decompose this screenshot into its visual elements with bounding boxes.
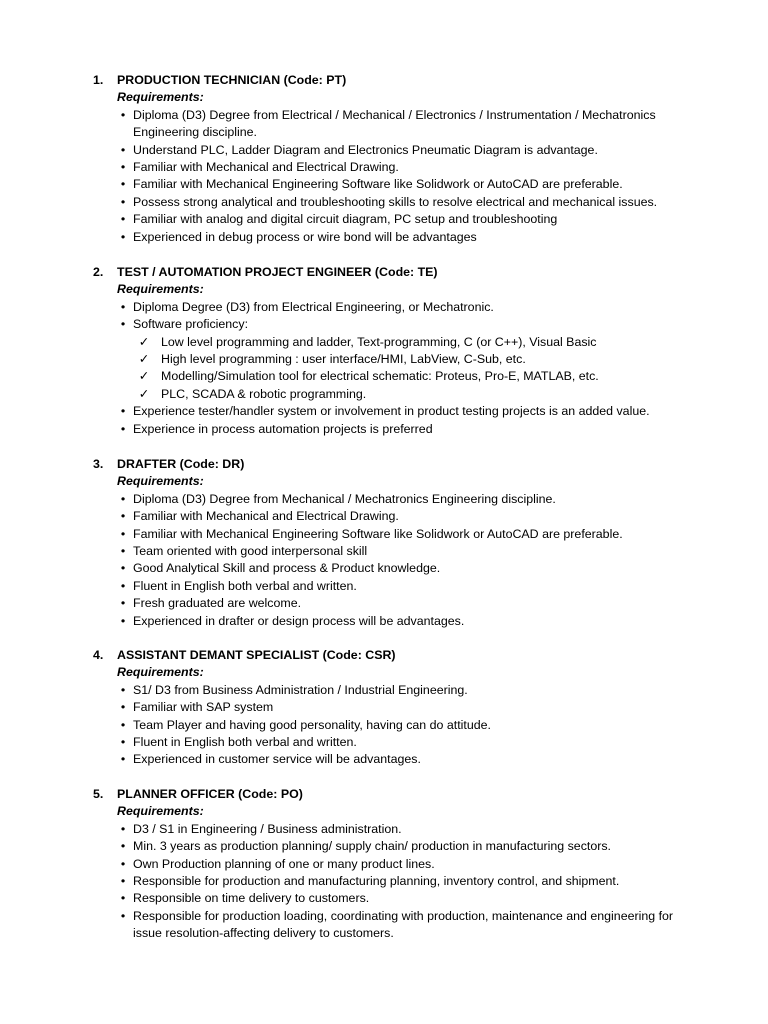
bullet-icon: • bbox=[120, 578, 126, 593]
checklist-item-text: High level programming : user interface/HMI, LabView, C-Sub, etc. bbox=[161, 351, 526, 366]
requirements-row bbox=[93, 281, 743, 298]
bullet-item-text: Familiar with SAP system bbox=[133, 700, 274, 715]
bullet-item-text: Diploma (D3) Degree from Mechanical / Mechatronics Engineering discipline. bbox=[133, 491, 556, 506]
bullet-item bbox=[93, 299, 743, 316]
bullet-icon: • bbox=[120, 821, 126, 836]
requirements-row bbox=[93, 89, 743, 106]
bullet-icon: • bbox=[120, 404, 126, 419]
bullet-icon: • bbox=[120, 317, 126, 332]
position-heading bbox=[93, 72, 743, 89]
bullet-item-text: Experience in process automation projects is preferred bbox=[133, 421, 433, 436]
bullet-icon: • bbox=[120, 891, 126, 906]
bullet-item-text: Diploma Degree (D3) from Electrical Engineering, or Mechatronic. bbox=[133, 299, 494, 314]
bullet-icon: • bbox=[120, 717, 126, 732]
checklist-item bbox=[93, 386, 743, 403]
bullet-item-text: D3 / S1 in Engineering / Business administration. bbox=[133, 821, 402, 836]
position-number: 4. bbox=[93, 648, 104, 662]
bullet-item bbox=[93, 682, 743, 699]
bullet-item bbox=[93, 613, 743, 630]
bullet-icon: • bbox=[120, 526, 126, 541]
position-section-2 bbox=[93, 264, 743, 438]
position-number: 5. bbox=[93, 787, 104, 801]
bullet-icon: • bbox=[120, 873, 126, 888]
bullet-item bbox=[93, 107, 743, 124]
bullet-item-text: Possess strong analytical and troubleshooting skills to resolve electrical and mechanical issues. bbox=[133, 194, 658, 209]
bullet-item bbox=[93, 699, 743, 716]
bullet-icon: • bbox=[120, 421, 126, 436]
position-title: PLANNER OFFICER (Code: PO) bbox=[117, 787, 303, 801]
bullet-item bbox=[93, 194, 743, 211]
bullet-item-text: Min. 3 years as production planning/ supply chain/ production in manufacturing sectors. bbox=[133, 839, 611, 854]
bullet-icon: • bbox=[120, 839, 126, 854]
bullet-item-text: Diploma (D3) Degree from Electrical / Mechanical / Electronics / Instrumentation / Mechatronics bbox=[133, 107, 656, 122]
bullet-item bbox=[93, 543, 743, 560]
bullet-icon: • bbox=[120, 491, 126, 506]
bullet-item-text: Experienced in debug process or wire bond will be advantages bbox=[133, 229, 477, 244]
bullet-icon: • bbox=[120, 177, 126, 192]
bullet-item bbox=[93, 316, 743, 333]
bullet-item-text: Understand PLC, Ladder Diagram and Electronics Pneumatic Diagram is advantage. bbox=[133, 142, 598, 157]
bullet-item bbox=[93, 838, 743, 855]
bullet-item-text: Fresh graduated are welcome. bbox=[133, 596, 302, 611]
bullet-item bbox=[93, 908, 743, 925]
bullet-item-text: Team oriented with good interpersonal skill bbox=[133, 543, 368, 558]
bullet-icon: • bbox=[120, 299, 126, 314]
bullet-item-text: Engineering discipline. bbox=[133, 125, 257, 140]
bullet-item-text: Fluent in English both verbal and written. bbox=[133, 578, 357, 593]
position-section-3 bbox=[93, 456, 743, 630]
checklist-item-text: Modelling/Simulation tool for electrical schematic: Proteus, Pro-E, MATLAB, etc. bbox=[161, 369, 599, 384]
bullet-item-text: Experienced in customer service will be advantages. bbox=[133, 752, 421, 767]
bullet-item bbox=[93, 595, 743, 612]
bullet-item-text: Familiar with Mechanical Engineering Software like Solidwork or AutoCAD are preferable. bbox=[133, 526, 623, 541]
bullet-item bbox=[93, 560, 743, 577]
bullet-item bbox=[93, 508, 743, 525]
bullet-item bbox=[93, 873, 743, 890]
bullet-item-continuation bbox=[93, 925, 743, 942]
bullet-item-text: Familiar with Mechanical and Electrical Drawing. bbox=[133, 159, 399, 174]
bullet-item-text: Good Analytical Skill and process & Product knowledge. bbox=[133, 561, 441, 576]
bullet-item-text: S1/ D3 from Business Administration / Industrial Engineering. bbox=[133, 682, 468, 697]
bullet-item bbox=[93, 821, 743, 838]
requirements-row bbox=[93, 473, 743, 490]
position-section-1 bbox=[93, 72, 743, 246]
bullet-icon: • bbox=[120, 212, 126, 227]
bullet-item bbox=[93, 578, 743, 595]
checkmark-icon: ✓ bbox=[138, 386, 150, 401]
position-number: 1. bbox=[93, 73, 104, 87]
bullet-item bbox=[93, 176, 743, 193]
bullet-icon: • bbox=[120, 596, 126, 611]
position-heading bbox=[93, 786, 743, 803]
bullet-item-text: Familiar with analog and digital circuit diagram, PC setup and troubleshooting bbox=[133, 212, 558, 227]
bullet-icon: • bbox=[120, 856, 126, 871]
position-heading bbox=[93, 264, 743, 281]
requirements-label: Requirements: bbox=[117, 282, 204, 297]
position-number: 3. bbox=[93, 457, 104, 471]
bullet-icon: • bbox=[120, 734, 126, 749]
position-title: PRODUCTION TECHNICIAN (Code: PT) bbox=[117, 73, 347, 87]
bullet-item-text: issue resolution-affecting delivery to customers. bbox=[133, 926, 394, 941]
bullet-item-text: Familiar with Mechanical Engineering Software like Solidwork or AutoCAD are preferable. bbox=[133, 177, 623, 192]
bullet-item bbox=[93, 421, 743, 438]
bullet-item bbox=[93, 890, 743, 907]
position-number: 2. bbox=[93, 265, 104, 279]
bullet-icon: • bbox=[120, 682, 126, 697]
requirements-label: Requirements: bbox=[117, 90, 204, 105]
bullet-icon: • bbox=[120, 752, 126, 767]
bullet-item bbox=[93, 159, 743, 176]
bullet-icon: • bbox=[120, 159, 126, 174]
bullet-item-text: Responsible for production loading, coordinating with production, maintenance and engineering for bbox=[133, 908, 674, 923]
bullet-item-text: Responsible on time delivery to customers. bbox=[133, 891, 370, 906]
requirements-label: Requirements: bbox=[117, 474, 204, 489]
bullet-item bbox=[93, 856, 743, 873]
position-section-4 bbox=[93, 647, 743, 769]
bullet-item-text: Familiar with Mechanical and Electrical Drawing. bbox=[133, 509, 399, 524]
position-title: ASSISTANT DEMANT SPECIALIST (Code: CSR) bbox=[117, 648, 396, 662]
bullet-item bbox=[93, 211, 743, 228]
checklist-item bbox=[93, 351, 743, 368]
requirements-row bbox=[93, 803, 743, 820]
bullet-icon: • bbox=[120, 509, 126, 524]
bullet-icon: • bbox=[120, 543, 126, 558]
bullet-icon: • bbox=[120, 700, 126, 715]
bullet-item-text: Experienced in drafter or design process will be advantages. bbox=[133, 613, 465, 628]
bullet-item bbox=[93, 526, 743, 543]
bullet-icon: • bbox=[120, 194, 126, 209]
bullet-item-text: Team Player and having good personality, having can do attitude. bbox=[133, 717, 491, 732]
bullet-item bbox=[93, 734, 743, 751]
bullet-item-text: Experience tester/handler system or involvement in product testing projects is an added value. bbox=[133, 404, 650, 419]
requirements-label: Requirements: bbox=[117, 665, 204, 680]
bullet-item bbox=[93, 491, 743, 508]
checkmark-icon: ✓ bbox=[138, 369, 150, 384]
bullet-item-text: Software proficiency: bbox=[133, 317, 249, 332]
bullet-icon: • bbox=[120, 613, 126, 628]
bullet-item bbox=[93, 717, 743, 734]
bullet-item bbox=[93, 751, 743, 768]
position-title: TEST / AUTOMATION PROJECT ENGINEER (Code: TE) bbox=[117, 265, 438, 279]
bullet-item bbox=[93, 142, 743, 159]
checklist-item bbox=[93, 368, 743, 385]
checklist-item bbox=[93, 334, 743, 351]
bullet-icon: • bbox=[120, 107, 126, 122]
position-section-5 bbox=[93, 786, 743, 943]
position-title: DRAFTER (Code: DR) bbox=[117, 457, 245, 471]
requirements-row bbox=[93, 664, 743, 681]
bullet-item-text: Responsible for production and manufacturing planning, inventory control, and shipment. bbox=[133, 873, 620, 888]
checkmark-icon: ✓ bbox=[138, 351, 150, 366]
bullet-item-text: Fluent in English both verbal and written. bbox=[133, 734, 357, 749]
bullet-item-text: Own Production planning of one or many product lines. bbox=[133, 856, 435, 871]
bullet-icon: • bbox=[120, 142, 126, 157]
position-heading bbox=[93, 456, 743, 473]
checkmark-icon: ✓ bbox=[138, 334, 150, 349]
position-heading bbox=[93, 647, 743, 664]
bullet-icon: • bbox=[120, 561, 126, 576]
bullet-icon: • bbox=[120, 908, 126, 923]
checklist-item-text: PLC, SCADA & robotic programming. bbox=[161, 386, 367, 401]
bullet-item bbox=[93, 229, 743, 246]
bullet-item bbox=[93, 403, 743, 420]
requirements-label: Requirements: bbox=[117, 804, 204, 819]
bullet-item-continuation bbox=[93, 124, 743, 141]
bullet-icon: • bbox=[120, 229, 126, 244]
checklist-item-text: Low level programming and ladder, Text-programming, C (or C++), Visual Basic bbox=[161, 334, 597, 349]
